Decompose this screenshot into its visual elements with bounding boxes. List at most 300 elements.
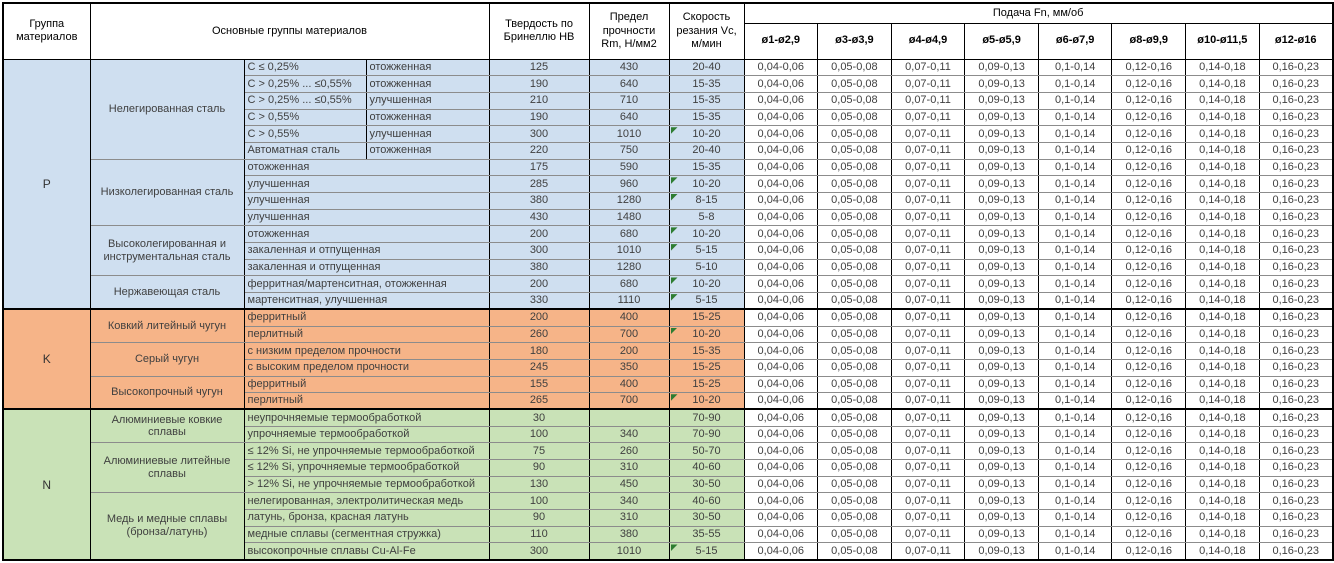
cell-feed-range[interactable]: 0,04-0,06	[744, 176, 818, 193]
cell-strength-rm[interactable]: 590	[589, 159, 669, 176]
cell-feed-range[interactable]: 0,05-0,08	[818, 443, 892, 460]
cell-strength-rm[interactable]: 700	[589, 393, 669, 410]
cell-feed-range[interactable]: 0,09-0,13	[965, 176, 1039, 193]
cell-feed-range[interactable]: 0,16-0,23	[1259, 276, 1333, 293]
cell-composition[interactable]: C > 0,55%	[244, 109, 366, 126]
cell-feed-range[interactable]: 0,1-0,14	[1038, 243, 1112, 260]
cell-cutting-speed-vc[interactable]: 20-40	[669, 59, 744, 76]
cell-feed-range[interactable]: 0,04-0,06	[744, 293, 818, 310]
cell-strength-rm[interactable]: 680	[589, 226, 669, 243]
header-tensile-strength[interactable]: Предел прочности Rm, Н/мм2	[589, 3, 669, 59]
cell-feed-range[interactable]: 0,09-0,13	[965, 443, 1039, 460]
cell-condition[interactable]: ≤ 12% Si, упрочняемые термообработкой	[244, 460, 489, 477]
cell-feed-range[interactable]: 0,07-0,11	[891, 526, 965, 543]
cell-feed-range[interactable]: 0,04-0,06	[744, 493, 818, 510]
cell-feed-range[interactable]: 0,14-0,18	[1186, 226, 1260, 243]
cell-condition[interactable]: медные сплавы (сегментная стружка)	[244, 526, 489, 543]
cell-feed-range[interactable]: 0,07-0,11	[891, 109, 965, 126]
cell-feed-range[interactable]: 0,14-0,18	[1186, 92, 1260, 109]
cell-condition[interactable]: улучшенная	[366, 126, 489, 143]
cell-feed-range[interactable]: 0,07-0,11	[891, 376, 965, 393]
cell-feed-range[interactable]: 0,1-0,14	[1038, 443, 1112, 460]
cell-feed-range[interactable]: 0,09-0,13	[965, 259, 1039, 276]
cell-cutting-speed-vc[interactable]: 5-8	[669, 209, 744, 226]
header-material-group[interactable]: Группа материалов	[3, 3, 90, 59]
cell-condition[interactable]: улучшенная	[244, 209, 489, 226]
cell-feed-range[interactable]: 0,12-0,16	[1112, 343, 1186, 360]
cell-feed-range[interactable]: 0,16-0,23	[1259, 543, 1333, 560]
cell-feed-range[interactable]: 0,12-0,16	[1112, 76, 1186, 93]
cell-feed-range[interactable]: 0,09-0,13	[965, 226, 1039, 243]
cell-feed-range[interactable]: 0,14-0,18	[1186, 159, 1260, 176]
cell-feed-range[interactable]: 0,04-0,06	[744, 92, 818, 109]
cell-feed-range[interactable]: 0,07-0,11	[891, 76, 965, 93]
cell-feed-range[interactable]: 0,12-0,16	[1112, 426, 1186, 443]
cell-feed-range[interactable]: 0,1-0,14	[1038, 526, 1112, 543]
cell-feed-range[interactable]: 0,04-0,06	[744, 276, 818, 293]
cell-feed-range[interactable]: 0,1-0,14	[1038, 76, 1112, 93]
cell-feed-range[interactable]: 0,05-0,08	[818, 276, 892, 293]
cell-strength-rm[interactable]: 960	[589, 176, 669, 193]
cell-feed-range[interactable]: 0,07-0,11	[891, 126, 965, 143]
cell-cutting-speed-vc[interactable]	[669, 193, 744, 210]
cell-hardness-hb[interactable]: 110	[489, 526, 589, 543]
cell-feed-range[interactable]: 0,05-0,08	[818, 109, 892, 126]
cell-feed-range[interactable]: 0,16-0,23	[1259, 209, 1333, 226]
cell-feed-range[interactable]: 0,16-0,23	[1259, 393, 1333, 410]
cell-cutting-speed-vc[interactable]: 15-35	[669, 343, 744, 360]
cell-feed-range[interactable]: 0,09-0,13	[965, 293, 1039, 310]
family-name[interactable]: Нержавеющая сталь	[90, 276, 244, 309]
cell-strength-rm[interactable]: 260	[589, 443, 669, 460]
group-letter[interactable]: K	[3, 309, 90, 409]
cell-strength-rm[interactable]: 1280	[589, 259, 669, 276]
cell-feed-range[interactable]: 0,09-0,13	[965, 526, 1039, 543]
cell-feed-range[interactable]: 0,04-0,06	[744, 226, 818, 243]
cell-hardness-hb[interactable]: 300	[489, 243, 589, 260]
cell-feed-range[interactable]: 0,1-0,14	[1038, 510, 1112, 527]
cell-feed-range[interactable]: 0,16-0,23	[1259, 259, 1333, 276]
cell-condition[interactable]: высокопрочные сплавы Cu-Al-Fe	[244, 543, 489, 560]
cell-feed-range[interactable]: 0,1-0,14	[1038, 259, 1112, 276]
cell-feed-range[interactable]: 0,05-0,08	[818, 226, 892, 243]
cell-feed-range[interactable]: 0,05-0,08	[818, 476, 892, 493]
cell-feed-range[interactable]: 0,07-0,11	[891, 443, 965, 460]
cell-condition[interactable]: улучшенная	[366, 92, 489, 109]
cell-feed-range[interactable]: 0,07-0,11	[891, 92, 965, 109]
header-diameter-range[interactable]: ø4-ø4,9	[891, 23, 965, 59]
cell-feed-range[interactable]: 0,07-0,11	[891, 259, 965, 276]
family-name[interactable]: Медь и медные сплавы (бронза/латунь)	[90, 493, 244, 560]
cell-condition[interactable]: закаленная и отпущенная	[244, 243, 489, 260]
cell-strength-rm[interactable]: 700	[589, 326, 669, 343]
cell-feed-range[interactable]: 0,09-0,13	[965, 193, 1039, 210]
cell-condition[interactable]: неупрочняемые термообработкой	[244, 409, 489, 426]
cell-feed-range[interactable]: 0,16-0,23	[1259, 126, 1333, 143]
cell-feed-range[interactable]: 0,04-0,06	[744, 510, 818, 527]
cell-hardness-hb[interactable]: 220	[489, 142, 589, 159]
cell-feed-range[interactable]: 0,05-0,08	[818, 510, 892, 527]
cell-strength-rm[interactable]: 640	[589, 76, 669, 93]
cell-condition[interactable]: ферритный	[244, 376, 489, 393]
header-diameter-range[interactable]: ø3-ø3,9	[818, 23, 892, 59]
cell-feed-range[interactable]: 0,05-0,08	[818, 343, 892, 360]
cell-condition[interactable]: с высоким пределом прочности	[244, 359, 489, 376]
cell-feed-range[interactable]: 0,04-0,06	[744, 543, 818, 560]
cell-feed-range[interactable]: 0,12-0,16	[1112, 510, 1186, 527]
cell-strength-rm[interactable]	[589, 409, 669, 426]
cell-hardness-hb[interactable]: 300	[489, 543, 589, 560]
cell-feed-range[interactable]: 0,05-0,08	[818, 193, 892, 210]
cell-cutting-speed-vc[interactable]	[669, 126, 744, 143]
cell-condition[interactable]: упрочняемые термообработкой	[244, 426, 489, 443]
cell-hardness-hb[interactable]: 200	[489, 226, 589, 243]
cell-feed-range[interactable]: 0,1-0,14	[1038, 493, 1112, 510]
cell-feed-range[interactable]: 0,05-0,08	[818, 92, 892, 109]
cell-feed-range[interactable]: 0,12-0,16	[1112, 109, 1186, 126]
cell-feed-range[interactable]: 0,16-0,23	[1259, 526, 1333, 543]
cell-hardness-hb[interactable]: 300	[489, 126, 589, 143]
cell-feed-range[interactable]: 0,04-0,06	[744, 209, 818, 226]
cell-feed-range[interactable]: 0,09-0,13	[965, 326, 1039, 343]
cell-feed-range[interactable]: 0,12-0,16	[1112, 326, 1186, 343]
cell-feed-range[interactable]: 0,14-0,18	[1186, 293, 1260, 310]
cell-feed-range[interactable]: 0,12-0,16	[1112, 393, 1186, 410]
cell-feed-range[interactable]: 0,1-0,14	[1038, 393, 1112, 410]
cell-feed-range[interactable]: 0,14-0,18	[1186, 176, 1260, 193]
cell-hardness-hb[interactable]: 30	[489, 409, 589, 426]
cell-cutting-speed-vc[interactable]	[669, 243, 744, 260]
cell-strength-rm[interactable]: 1280	[589, 193, 669, 210]
cell-cutting-speed-vc[interactable]	[669, 176, 744, 193]
cell-feed-range[interactable]: 0,09-0,13	[965, 409, 1039, 426]
cell-feed-range[interactable]: 0,09-0,13	[965, 109, 1039, 126]
cell-feed-range[interactable]: 0,07-0,11	[891, 409, 965, 426]
cell-feed-range[interactable]: 0,16-0,23	[1259, 142, 1333, 159]
cell-feed-range[interactable]: 0,09-0,13	[965, 493, 1039, 510]
cell-hardness-hb[interactable]: 190	[489, 76, 589, 93]
cell-feed-range[interactable]: 0,09-0,13	[965, 476, 1039, 493]
family-name[interactable]: Алюминиевые литейные сплавы	[90, 443, 244, 493]
header-diameter-range[interactable]: ø10-ø11,5	[1186, 23, 1260, 59]
cell-feed-range[interactable]: 0,05-0,08	[818, 176, 892, 193]
cell-feed-range[interactable]: 0,1-0,14	[1038, 343, 1112, 360]
cell-composition[interactable]: C > 0,25% ... ≤0,55%	[244, 92, 366, 109]
cell-cutting-speed-vc[interactable]: 50-70	[669, 443, 744, 460]
cell-strength-rm[interactable]: 380	[589, 526, 669, 543]
cell-feed-range[interactable]: 0,16-0,23	[1259, 109, 1333, 126]
cell-feed-range[interactable]: 0,16-0,23	[1259, 409, 1333, 426]
family-name[interactable]: Серый чугун	[90, 343, 244, 376]
cell-cutting-speed-vc[interactable]	[669, 543, 744, 560]
cell-feed-range[interactable]: 0,12-0,16	[1112, 243, 1186, 260]
cell-hardness-hb[interactable]: 430	[489, 209, 589, 226]
cell-feed-range[interactable]: 0,07-0,11	[891, 159, 965, 176]
cell-feed-range[interactable]: 0,07-0,11	[891, 59, 965, 76]
cell-feed-range[interactable]: 0,07-0,11	[891, 476, 965, 493]
cell-feed-range[interactable]: 0,14-0,18	[1186, 142, 1260, 159]
family-name[interactable]: Нелегированная сталь	[90, 59, 244, 159]
cell-condition[interactable]: > 12% Si, не упрочняемые термообработкой	[244, 476, 489, 493]
cell-composition[interactable]: C > 0,25% ... ≤0,55%	[244, 76, 366, 93]
cell-condition[interactable]: улучшенная	[244, 176, 489, 193]
cell-cutting-speed-vc[interactable]	[669, 226, 744, 243]
cell-condition[interactable]: отожженная	[366, 59, 489, 76]
cell-feed-range[interactable]: 0,12-0,16	[1112, 159, 1186, 176]
cell-feed-range[interactable]: 0,1-0,14	[1038, 126, 1112, 143]
cell-feed-range[interactable]: 0,04-0,06	[744, 426, 818, 443]
cell-feed-range[interactable]: 0,1-0,14	[1038, 309, 1112, 326]
cell-feed-range[interactable]: 0,05-0,08	[818, 393, 892, 410]
cell-feed-range[interactable]: 0,04-0,06	[744, 193, 818, 210]
cell-feed-range[interactable]: 0,14-0,18	[1186, 76, 1260, 93]
cell-feed-range[interactable]: 0,05-0,08	[818, 126, 892, 143]
cell-feed-range[interactable]: 0,05-0,08	[818, 293, 892, 310]
cell-condition[interactable]: отожженная	[366, 142, 489, 159]
cell-strength-rm[interactable]: 400	[589, 376, 669, 393]
family-name[interactable]: Алюминиевые ковкие сплавы	[90, 409, 244, 442]
cell-cutting-speed-vc[interactable]: 5-10	[669, 259, 744, 276]
cell-feed-range[interactable]: 0,04-0,06	[744, 409, 818, 426]
cell-cutting-speed-vc[interactable]	[669, 393, 744, 410]
header-feed[interactable]: Подача Fn, мм/об	[744, 3, 1333, 23]
cell-feed-range[interactable]: 0,12-0,16	[1112, 193, 1186, 210]
cell-feed-range[interactable]: 0,09-0,13	[965, 243, 1039, 260]
cell-condition[interactable]: закаленная и отпущенная	[244, 259, 489, 276]
cell-condition[interactable]: мартенситная, улучшенная	[244, 293, 489, 310]
cell-strength-rm[interactable]: 340	[589, 493, 669, 510]
cell-feed-range[interactable]: 0,16-0,23	[1259, 176, 1333, 193]
cell-feed-range[interactable]: 0,09-0,13	[965, 393, 1039, 410]
cell-hardness-hb[interactable]: 245	[489, 359, 589, 376]
cell-feed-range[interactable]: 0,12-0,16	[1112, 309, 1186, 326]
cell-cutting-speed-vc[interactable]: 35-55	[669, 526, 744, 543]
cell-condition[interactable]: перлитный	[244, 326, 489, 343]
cell-condition[interactable]: перлитный	[244, 393, 489, 410]
cell-feed-range[interactable]: 0,16-0,23	[1259, 193, 1333, 210]
cell-feed-range[interactable]: 0,14-0,18	[1186, 510, 1260, 527]
cell-strength-rm[interactable]: 430	[589, 59, 669, 76]
cell-feed-range[interactable]: 0,09-0,13	[965, 142, 1039, 159]
cell-strength-rm[interactable]: 400	[589, 309, 669, 326]
cell-feed-range[interactable]: 0,14-0,18	[1186, 376, 1260, 393]
cell-hardness-hb[interactable]: 265	[489, 393, 589, 410]
cell-feed-range[interactable]: 0,05-0,08	[818, 209, 892, 226]
cell-feed-range[interactable]: 0,14-0,18	[1186, 209, 1260, 226]
cell-hardness-hb[interactable]: 175	[489, 159, 589, 176]
cell-feed-range[interactable]: 0,1-0,14	[1038, 92, 1112, 109]
cell-feed-range[interactable]: 0,04-0,06	[744, 259, 818, 276]
cell-feed-range[interactable]: 0,1-0,14	[1038, 476, 1112, 493]
cell-composition[interactable]: Автоматная сталь	[244, 142, 366, 159]
cell-feed-range[interactable]: 0,12-0,16	[1112, 259, 1186, 276]
cell-feed-range[interactable]: 0,09-0,13	[965, 92, 1039, 109]
cell-feed-range[interactable]: 0,1-0,14	[1038, 293, 1112, 310]
cell-feed-range[interactable]: 0,12-0,16	[1112, 526, 1186, 543]
cell-feed-range[interactable]: 0,1-0,14	[1038, 59, 1112, 76]
header-diameter-range[interactable]: ø5-ø5,9	[965, 23, 1039, 59]
cell-condition[interactable]: ферритная/мартенситная, отожженная	[244, 276, 489, 293]
cell-feed-range[interactable]: 0,04-0,06	[744, 309, 818, 326]
cell-cutting-speed-vc[interactable]	[669, 276, 744, 293]
family-name[interactable]: Высоколегированная и инструментальная сталь	[90, 226, 244, 276]
cell-composition[interactable]: C ≤ 0,25%	[244, 59, 366, 76]
family-name[interactable]: Низколегированная сталь	[90, 159, 244, 226]
cell-condition[interactable]: отожженная	[366, 76, 489, 93]
cell-feed-range[interactable]: 0,07-0,11	[891, 309, 965, 326]
cell-cutting-speed-vc[interactable]	[669, 293, 744, 310]
cell-feed-range[interactable]: 0,04-0,06	[744, 126, 818, 143]
cell-hardness-hb[interactable]: 190	[489, 109, 589, 126]
cell-cutting-speed-vc[interactable]: 20-40	[669, 142, 744, 159]
cell-feed-range[interactable]: 0,07-0,11	[891, 209, 965, 226]
cell-feed-range[interactable]: 0,07-0,11	[891, 359, 965, 376]
cell-feed-range[interactable]: 0,09-0,13	[965, 460, 1039, 477]
cell-feed-range[interactable]: 0,09-0,13	[965, 426, 1039, 443]
cell-feed-range[interactable]: 0,04-0,06	[744, 76, 818, 93]
cell-feed-range[interactable]: 0,07-0,11	[891, 142, 965, 159]
cell-feed-range[interactable]: 0,04-0,06	[744, 460, 818, 477]
cell-strength-rm[interactable]: 450	[589, 476, 669, 493]
cell-feed-range[interactable]: 0,14-0,18	[1186, 109, 1260, 126]
header-diameter-range[interactable]: ø1-ø2,9	[744, 23, 818, 59]
header-cutting-speed[interactable]: Скорость резания Vc, м/мин	[669, 3, 744, 59]
cell-hardness-hb[interactable]: 155	[489, 376, 589, 393]
cell-feed-range[interactable]: 0,05-0,08	[818, 326, 892, 343]
cell-feed-range[interactable]: 0,14-0,18	[1186, 343, 1260, 360]
cell-feed-range[interactable]: 0,14-0,18	[1186, 426, 1260, 443]
cell-condition[interactable]: отожженная	[244, 226, 489, 243]
cell-strength-rm[interactable]: 1010	[589, 543, 669, 560]
group-letter[interactable]: P	[3, 59, 90, 309]
cell-feed-range[interactable]: 0,1-0,14	[1038, 159, 1112, 176]
cell-hardness-hb[interactable]: 200	[489, 309, 589, 326]
cell-hardness-hb[interactable]: 75	[489, 443, 589, 460]
cell-hardness-hb[interactable]: 90	[489, 460, 589, 477]
cell-feed-range[interactable]: 0,09-0,13	[965, 76, 1039, 93]
cell-strength-rm[interactable]: 1010	[589, 126, 669, 143]
cell-cutting-speed-vc[interactable]	[669, 326, 744, 343]
cell-feed-range[interactable]: 0,12-0,16	[1112, 209, 1186, 226]
cell-strength-rm[interactable]: 750	[589, 142, 669, 159]
cell-feed-range[interactable]: 0,07-0,11	[891, 393, 965, 410]
cell-strength-rm[interactable]: 1110	[589, 293, 669, 310]
cell-feed-range[interactable]: 0,14-0,18	[1186, 526, 1260, 543]
cell-feed-range[interactable]: 0,05-0,08	[818, 59, 892, 76]
header-diameter-range[interactable]: ø8-ø9,9	[1112, 23, 1186, 59]
cell-feed-range[interactable]: 0,14-0,18	[1186, 193, 1260, 210]
cell-feed-range[interactable]: 0,09-0,13	[965, 510, 1039, 527]
cell-feed-range[interactable]: 0,16-0,23	[1259, 376, 1333, 393]
cell-feed-range[interactable]: 0,09-0,13	[965, 126, 1039, 143]
cell-condition[interactable]: ≤ 12% Si, не упрочняемые термообработкой	[244, 443, 489, 460]
cell-cutting-speed-vc[interactable]: 15-25	[669, 376, 744, 393]
cell-feed-range[interactable]: 0,05-0,08	[818, 309, 892, 326]
cell-cutting-speed-vc[interactable]: 15-25	[669, 309, 744, 326]
cell-feed-range[interactable]: 0,14-0,18	[1186, 276, 1260, 293]
cell-feed-range[interactable]: 0,07-0,11	[891, 293, 965, 310]
cell-hardness-hb[interactable]: 100	[489, 493, 589, 510]
cell-strength-rm[interactable]: 340	[589, 426, 669, 443]
cell-strength-rm[interactable]: 1010	[589, 243, 669, 260]
cell-condition[interactable]: латунь, бронза, красная латунь	[244, 510, 489, 527]
cell-feed-range[interactable]: 0,16-0,23	[1259, 243, 1333, 260]
cell-feed-range[interactable]: 0,09-0,13	[965, 159, 1039, 176]
cell-feed-range[interactable]: 0,16-0,23	[1259, 443, 1333, 460]
cell-cutting-speed-vc[interactable]: 70-90	[669, 426, 744, 443]
cell-feed-range[interactable]: 0,1-0,14	[1038, 359, 1112, 376]
cell-feed-range[interactable]: 0,07-0,11	[891, 460, 965, 477]
cell-feed-range[interactable]: 0,12-0,16	[1112, 543, 1186, 560]
cell-condition[interactable]: улучшенная	[244, 193, 489, 210]
cell-feed-range[interactable]: 0,16-0,23	[1259, 460, 1333, 477]
cell-condition[interactable]: нелегированная, электролитическая медь	[244, 493, 489, 510]
cell-feed-range[interactable]: 0,1-0,14	[1038, 209, 1112, 226]
cell-feed-range[interactable]: 0,05-0,08	[818, 243, 892, 260]
cell-feed-range[interactable]: 0,04-0,06	[744, 393, 818, 410]
cell-feed-range[interactable]: 0,05-0,08	[818, 543, 892, 560]
cell-feed-range[interactable]: 0,04-0,06	[744, 109, 818, 126]
cell-feed-range[interactable]: 0,07-0,11	[891, 543, 965, 560]
cell-feed-range[interactable]: 0,04-0,06	[744, 343, 818, 360]
cell-feed-range[interactable]: 0,1-0,14	[1038, 276, 1112, 293]
cell-cutting-speed-vc[interactable]: 15-35	[669, 76, 744, 93]
cell-feed-range[interactable]: 0,14-0,18	[1186, 326, 1260, 343]
cell-cutting-speed-vc[interactable]: 40-60	[669, 493, 744, 510]
cell-feed-range[interactable]: 0,14-0,18	[1186, 493, 1260, 510]
cell-hardness-hb[interactable]: 100	[489, 426, 589, 443]
cell-hardness-hb[interactable]: 380	[489, 193, 589, 210]
cell-feed-range[interactable]: 0,14-0,18	[1186, 460, 1260, 477]
cell-feed-range[interactable]: 0,07-0,11	[891, 343, 965, 360]
cell-feed-range[interactable]: 0,16-0,23	[1259, 343, 1333, 360]
cell-feed-range[interactable]: 0,12-0,16	[1112, 376, 1186, 393]
header-brinell-hardness[interactable]: Твердость по Бринеллю HB	[489, 3, 589, 59]
cell-feed-range[interactable]: 0,16-0,23	[1259, 426, 1333, 443]
cell-feed-range[interactable]: 0,14-0,18	[1186, 126, 1260, 143]
cell-strength-rm[interactable]: 680	[589, 276, 669, 293]
cell-feed-range[interactable]: 0,05-0,08	[818, 376, 892, 393]
cell-feed-range[interactable]: 0,14-0,18	[1186, 359, 1260, 376]
cell-feed-range[interactable]: 0,04-0,06	[744, 142, 818, 159]
cell-feed-range[interactable]: 0,12-0,16	[1112, 409, 1186, 426]
cell-feed-range[interactable]: 0,16-0,23	[1259, 59, 1333, 76]
cell-hardness-hb[interactable]: 180	[489, 343, 589, 360]
cell-feed-range[interactable]: 0,05-0,08	[818, 359, 892, 376]
cell-cutting-speed-vc[interactable]: 70-90	[669, 409, 744, 426]
cell-feed-range[interactable]: 0,12-0,16	[1112, 359, 1186, 376]
cell-hardness-hb[interactable]: 330	[489, 293, 589, 310]
cell-feed-range[interactable]: 0,04-0,06	[744, 476, 818, 493]
cell-feed-range[interactable]: 0,16-0,23	[1259, 309, 1333, 326]
cell-cutting-speed-vc[interactable]: 40-60	[669, 460, 744, 477]
header-diameter-range[interactable]: ø12-ø16	[1259, 23, 1333, 59]
cell-feed-range[interactable]: 0,16-0,23	[1259, 293, 1333, 310]
cell-cutting-speed-vc[interactable]: 15-35	[669, 109, 744, 126]
cell-feed-range[interactable]: 0,16-0,23	[1259, 226, 1333, 243]
cell-hardness-hb[interactable]: 130	[489, 476, 589, 493]
cell-feed-range[interactable]: 0,12-0,16	[1112, 226, 1186, 243]
cell-feed-range[interactable]: 0,14-0,18	[1186, 543, 1260, 560]
cell-feed-range[interactable]: 0,16-0,23	[1259, 76, 1333, 93]
cell-strength-rm[interactable]: 1480	[589, 209, 669, 226]
cell-feed-range[interactable]: 0,12-0,16	[1112, 92, 1186, 109]
cell-feed-range[interactable]: 0,05-0,08	[818, 460, 892, 477]
cell-feed-range[interactable]: 0,14-0,18	[1186, 309, 1260, 326]
cell-composition[interactable]: C > 0,55%	[244, 126, 366, 143]
cell-feed-range[interactable]: 0,12-0,16	[1112, 293, 1186, 310]
family-name[interactable]: Высокопрочный чугун	[90, 376, 244, 409]
